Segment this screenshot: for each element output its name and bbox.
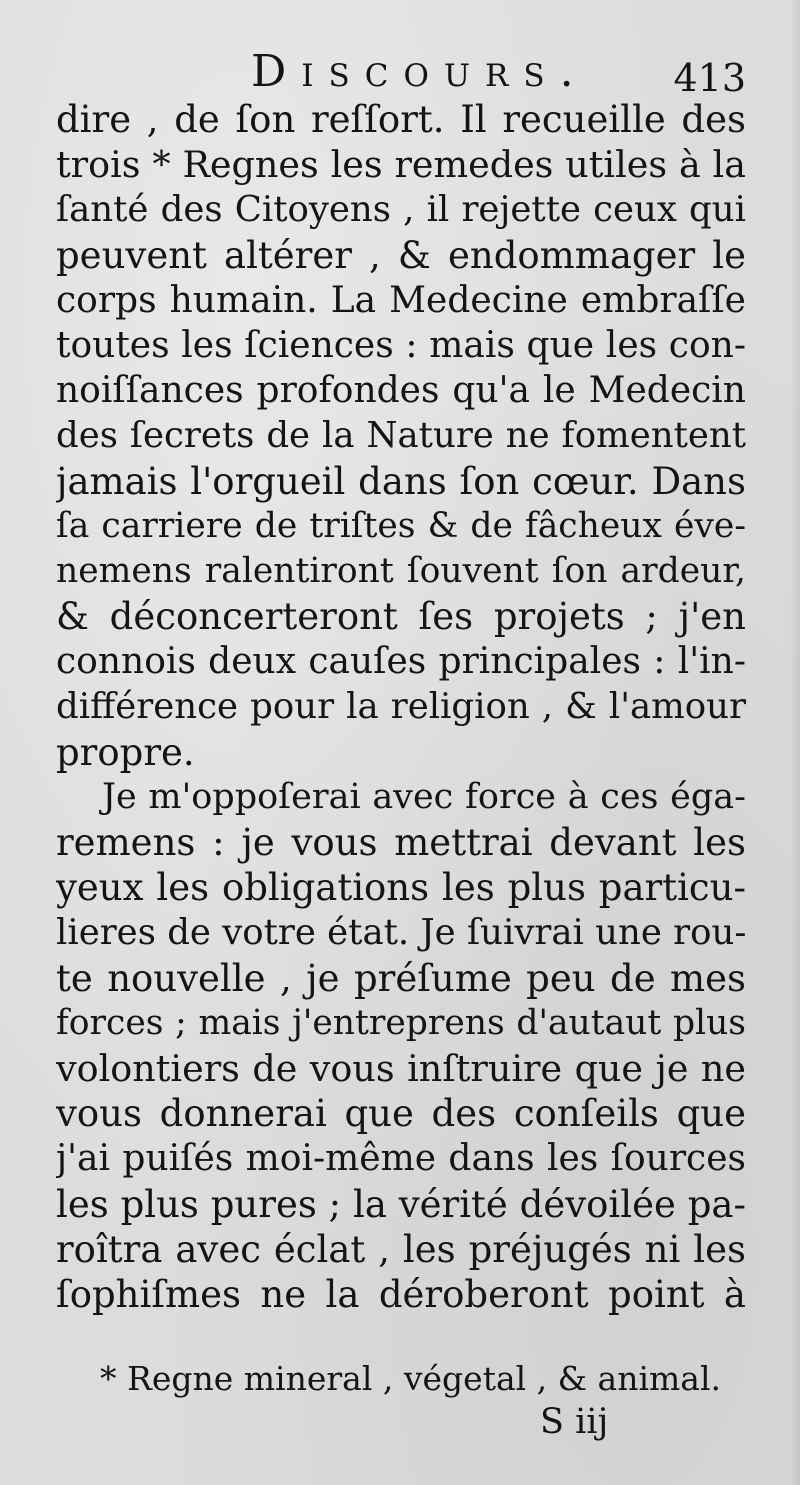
- text-line: connois deux cauſes principales : l'in-: [56, 641, 746, 683]
- text-line: vous donnerai que des conſeils que: [56, 1092, 746, 1136]
- text-line: propre.: [56, 730, 195, 774]
- text-line: peuvent altérer , & endommager le: [56, 233, 746, 277]
- text-line: ſophiſmes ne la déroberont point à: [56, 1272, 746, 1316]
- text-line: volontiers de vous inſtruire que je ne: [56, 1046, 746, 1090]
- text-line: nemens ralentiront ſouvent ſon ardeur,: [56, 550, 746, 591]
- text-line: différence pour la religion , & l'amour: [56, 686, 746, 728]
- text-line: roîtra avec éclat , les préjugés ni les: [56, 1227, 746, 1271]
- text-line-paragraph-start: Je m'oppoſerai avec force à ces éga-: [102, 776, 746, 817]
- text-line: jamais l'orgueil dans ſon cœur. Dans: [56, 459, 746, 503]
- running-title: Discours.: [251, 46, 589, 97]
- text-line: te nouvelle , je préſume peu de mes: [56, 956, 746, 1000]
- signature-mark: S iij: [540, 1402, 609, 1442]
- text-line: forces ; mais j'entreprens d'autaut plus: [56, 1002, 746, 1043]
- body-text: [56, 97, 746, 1317]
- text-line: ſanté des Citoyens , il rejette ceux qui: [56, 189, 746, 231]
- text-line: & déconcerteront ſes projets ; j'en: [56, 595, 746, 639]
- text-line: remens : je vous mettrai devant les: [56, 821, 746, 864]
- text-line: les plus pures ; la vérité dévoilée pa-: [56, 1182, 746, 1226]
- text-line: ſa carriere de triſtes & de fâcheux éve-: [56, 505, 746, 546]
- footnote: * Regne mineral , végetal , & animal.: [100, 1359, 722, 1398]
- text-line: toutes les ſciences : mais que les con-: [56, 324, 746, 366]
- page-header: [56, 46, 746, 98]
- text-line: yeux les obligations les plus particu-: [56, 866, 746, 910]
- text-line: trois * Regnes les remedes utiles à la: [56, 143, 746, 187]
- text-line: lieres de votre état. Je ſuivrai une rou-: [56, 912, 746, 954]
- text-line: dire , de ſon reſſort. Il recueille des: [56, 98, 746, 141]
- text-line: j'ai puiſés moi-même dans les ſources: [56, 1138, 746, 1180]
- page-number: 413: [673, 56, 746, 100]
- text-line: corps humain. La Medecine embraſſe: [56, 279, 746, 321]
- text-line: des ſecrets de la Nature ne fomentent: [56, 415, 746, 457]
- page-edge-shadow: [790, 0, 800, 1485]
- text-line: noiſſances profondes qu'a le Medecin: [56, 370, 746, 412]
